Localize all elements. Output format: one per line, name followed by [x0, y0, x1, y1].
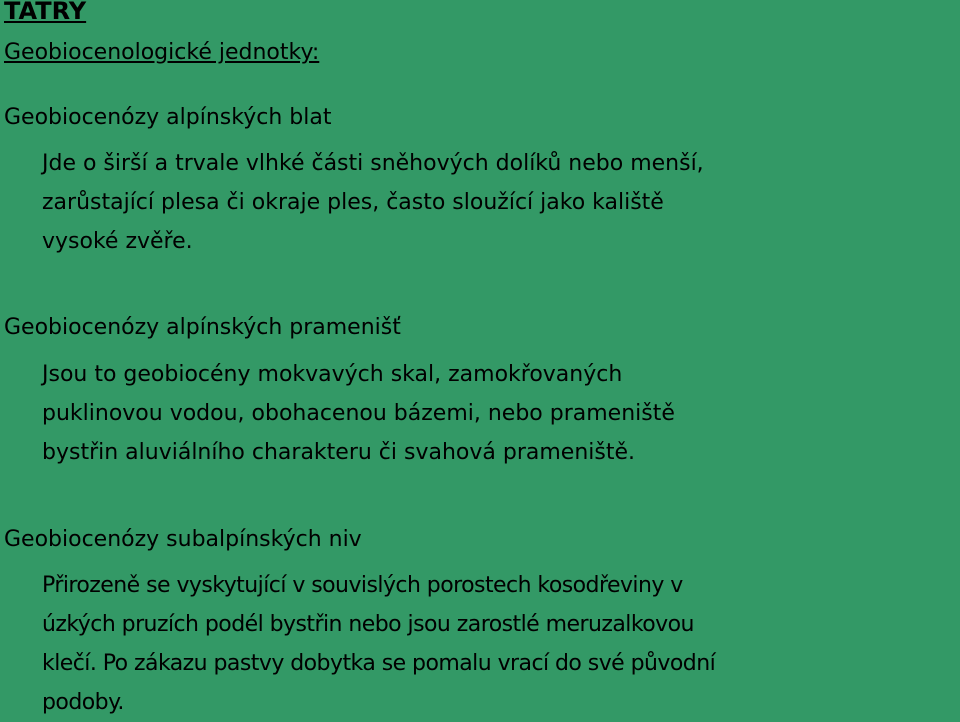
section-heading-subalpine-meadows: Geobiocenózy subalpínských niv: [4, 527, 362, 552]
section-body-alpine-springs: [42, 355, 675, 472]
body-line: puklinovou vodou, obohacenou bázemi, nebo prameniště: [42, 401, 675, 426]
body-line: bystřin aluviálního charakteru či svahová prameniště.: [42, 440, 636, 465]
body-line: Jde o širší a trvale vlhké části sněhových dolíků nebo menší,: [42, 151, 704, 176]
body-line: Jsou to geobiocény mokvavých skal, zamokřovaných: [42, 362, 623, 387]
slide-subtitle: Geobiocenologické jednotky:: [4, 40, 320, 65]
section-heading-alpine-springs: Geobiocenózy alpínských pramenišť: [4, 315, 401, 340]
body-line: klečí. Po zákazu pastvy dobytka se pomalu vrací do své původní: [42, 651, 716, 676]
section-body-subalpine-meadows: [42, 566, 715, 722]
section-body-alpine-bogs: [42, 144, 704, 261]
body-line: úzkých pruzích podél bystřin nebo jsou zarostlé meruzalkovou: [42, 612, 694, 637]
slide-title: TATRY: [4, 0, 87, 25]
body-line: podoby.: [42, 690, 124, 715]
body-line: vysoké zvěře.: [42, 229, 193, 254]
section-heading-alpine-bogs: Geobiocenózy alpínských blat: [4, 105, 332, 130]
body-line: zarůstající plesa či okraje ples, často sloužící jako kaliště: [42, 190, 664, 215]
body-line: Přirozeně se vyskytující v souvislých porostech kosodřeviny v: [42, 573, 683, 598]
